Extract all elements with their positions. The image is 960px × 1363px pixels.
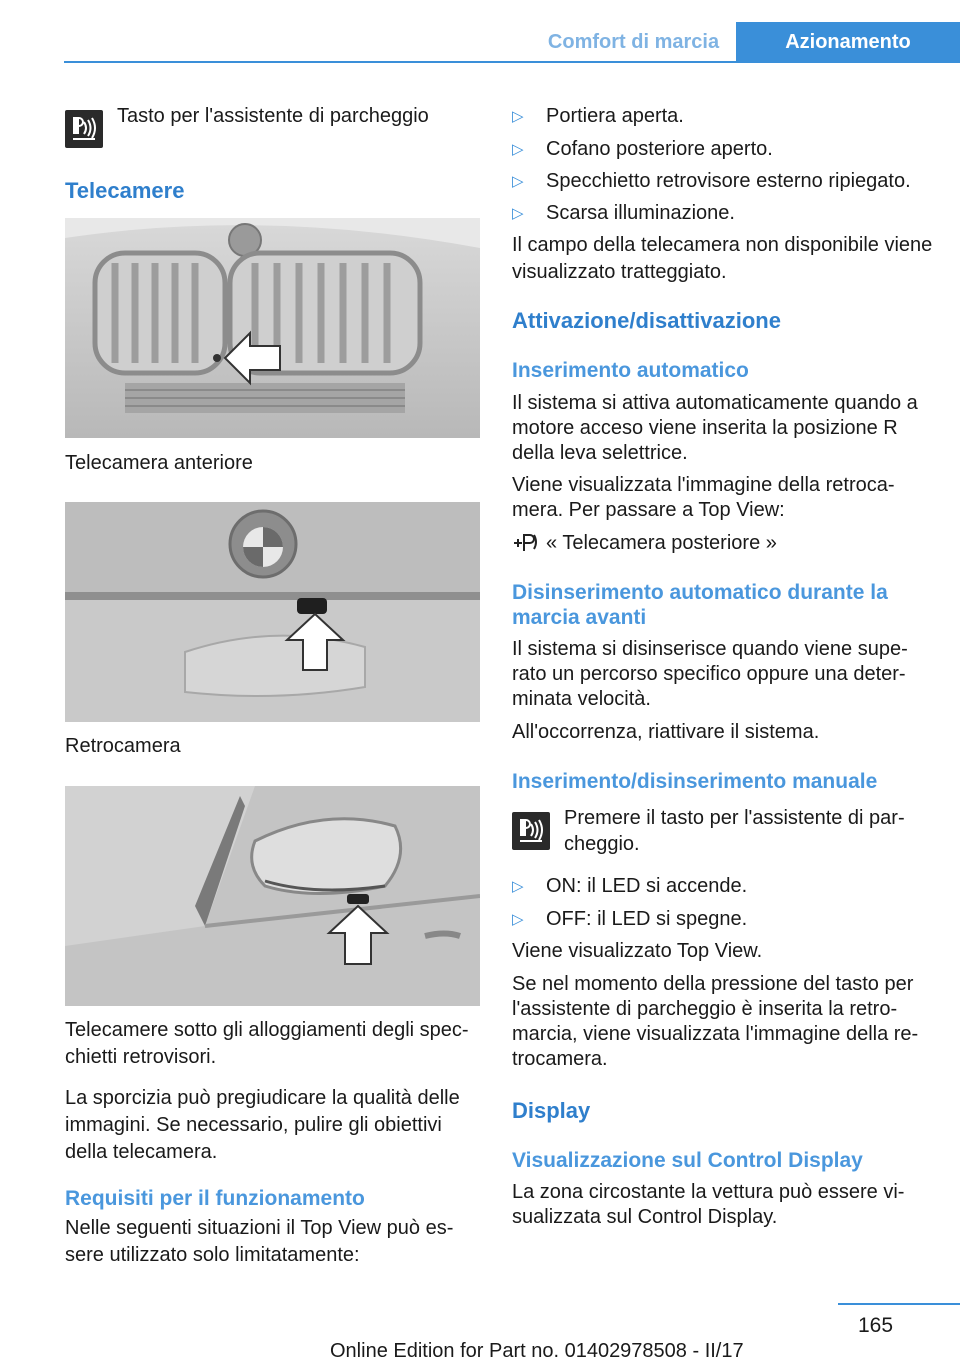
reactivate-text: All'occorrenza, riattivare il sistema.: [512, 721, 820, 743]
edition-text: Online Edition for Part no. 01402978508 - II/17: [330, 1340, 744, 1362]
heading-activation: Attivazione/disattivazione: [512, 308, 781, 333]
park-assist-key-icon: [65, 110, 103, 148]
heading-auto-off-2: marcia avanti: [512, 606, 647, 629]
list-item: ▷ Portiera aperta.: [512, 103, 952, 130]
heading-requirements: Requisiti per il funzionamento: [65, 1187, 365, 1210]
requirements-text-1: Nelle seguenti situazioni il Top View può es-: [65, 1217, 454, 1239]
auto-on-text-1: Il sistema si attiva automaticamente quando a: [512, 392, 918, 414]
auto-on-text-2: motore acceso viene inserita la posizione R: [512, 417, 898, 439]
heading-manual: Inserimento/disinserimento manuale: [512, 770, 878, 793]
park-assist-key-caption: Tasto per l'assistente di parcheggio: [117, 105, 429, 127]
dirt-text-1: La sporcizia può pregiudicare la qualità delle: [65, 1087, 460, 1109]
topview-shown-text: Viene visualizzato Top View.: [512, 940, 763, 962]
caption-mirror-2: chietti retrovisori.: [65, 1046, 217, 1068]
caption-front-camera: Telecamera anteriore: [65, 452, 253, 474]
heading-cameras: Telecamere: [65, 178, 185, 203]
control-display-text-2: sualizzata sul Control Display.: [512, 1206, 778, 1228]
heading-display: Display: [512, 1098, 591, 1123]
list-item: ▷ ON: il LED si accende.: [512, 873, 952, 900]
auto-off-text-2: rato un percorso specifico oppure una deter-: [512, 663, 906, 685]
dirt-text-3: della telecamera.: [65, 1141, 218, 1163]
caption-rear-camera: Retrocamera: [65, 735, 181, 757]
triangle-bullet-icon: ▷: [512, 108, 524, 125]
footer-rule: [838, 1303, 960, 1305]
auto-on-text-3: della leva selettrice.: [512, 442, 688, 464]
triangle-bullet-icon: ▷: [512, 205, 524, 222]
triangle-bullet-icon: ▷: [512, 141, 524, 158]
press-key-text-2: cheggio.: [564, 833, 640, 855]
view-text-2: mera. Per passare a Top View:: [512, 499, 785, 521]
reverse-text-4: trocamera.: [512, 1048, 608, 1070]
reverse-text-2: l'assistente di parcheggio è inserita la retro-: [512, 998, 898, 1020]
header-chapter-tab: Azionamento: [736, 22, 960, 62]
list-item: ▷ Cofano posteriore aperto.: [512, 136, 952, 163]
requirements-text-2: sere utilizzato solo limitatamente:: [65, 1244, 360, 1266]
page-number: 165: [858, 1314, 894, 1337]
park-assist-key-icon: [512, 812, 550, 850]
auto-off-text-1: Il sistema si disinserisce quando viene supe-: [512, 638, 908, 660]
reverse-text-3: marcia, viene visualizzata l'immagine della re-: [512, 1023, 919, 1045]
header-section-label: Comfort di marcia: [547, 31, 720, 53]
control-display-text-1: La zona circostante la vettura può essere vi-: [512, 1181, 905, 1203]
list-item: ▷ Specchietto retrovisore esterno ripiegato.: [512, 168, 952, 195]
press-key-text-1: Premere il tasto per l'assistente di par-: [564, 807, 905, 829]
heading-auto-off-1: Disinserimento automatico durante la: [512, 581, 888, 604]
dirt-text-2: immagini. Se necessario, pulire gli obiettivi: [65, 1114, 442, 1136]
triangle-bullet-icon: ▷: [512, 911, 524, 928]
heading-control-display: Visualizzazione sul Control Display: [512, 1149, 863, 1172]
caption-mirror-1: Telecamere sotto gli alloggiamenti degli spec-: [65, 1019, 469, 1041]
rear-camera-photo: [65, 502, 480, 722]
menu-item-rear-camera: « Telecamera posteriore »: [546, 532, 777, 554]
triangle-bullet-icon: ▷: [512, 173, 524, 190]
header-rule: [64, 61, 960, 63]
heading-auto-on: Inserimento automatico: [512, 359, 749, 382]
list-item: ▷ OFF: il LED si spegne.: [512, 906, 952, 933]
field-text-2: visualizzato tratteggiato.: [512, 261, 727, 283]
auto-off-text-3: minata velocità.: [512, 688, 651, 710]
top-view-camera-icon: [512, 531, 540, 555]
view-text-1: Viene visualizzata l'immagine della retroca-: [512, 474, 895, 496]
triangle-bullet-icon: ▷: [512, 878, 524, 895]
front-camera-photo: [65, 218, 480, 438]
reverse-text-1: Se nel momento della pressione del tasto per: [512, 973, 914, 995]
mirror-camera-photo: [65, 786, 480, 1006]
list-item: ▷ Scarsa illuminazione.: [512, 200, 952, 227]
field-text-1: Il campo della telecamera non disponibile viene: [512, 234, 933, 256]
